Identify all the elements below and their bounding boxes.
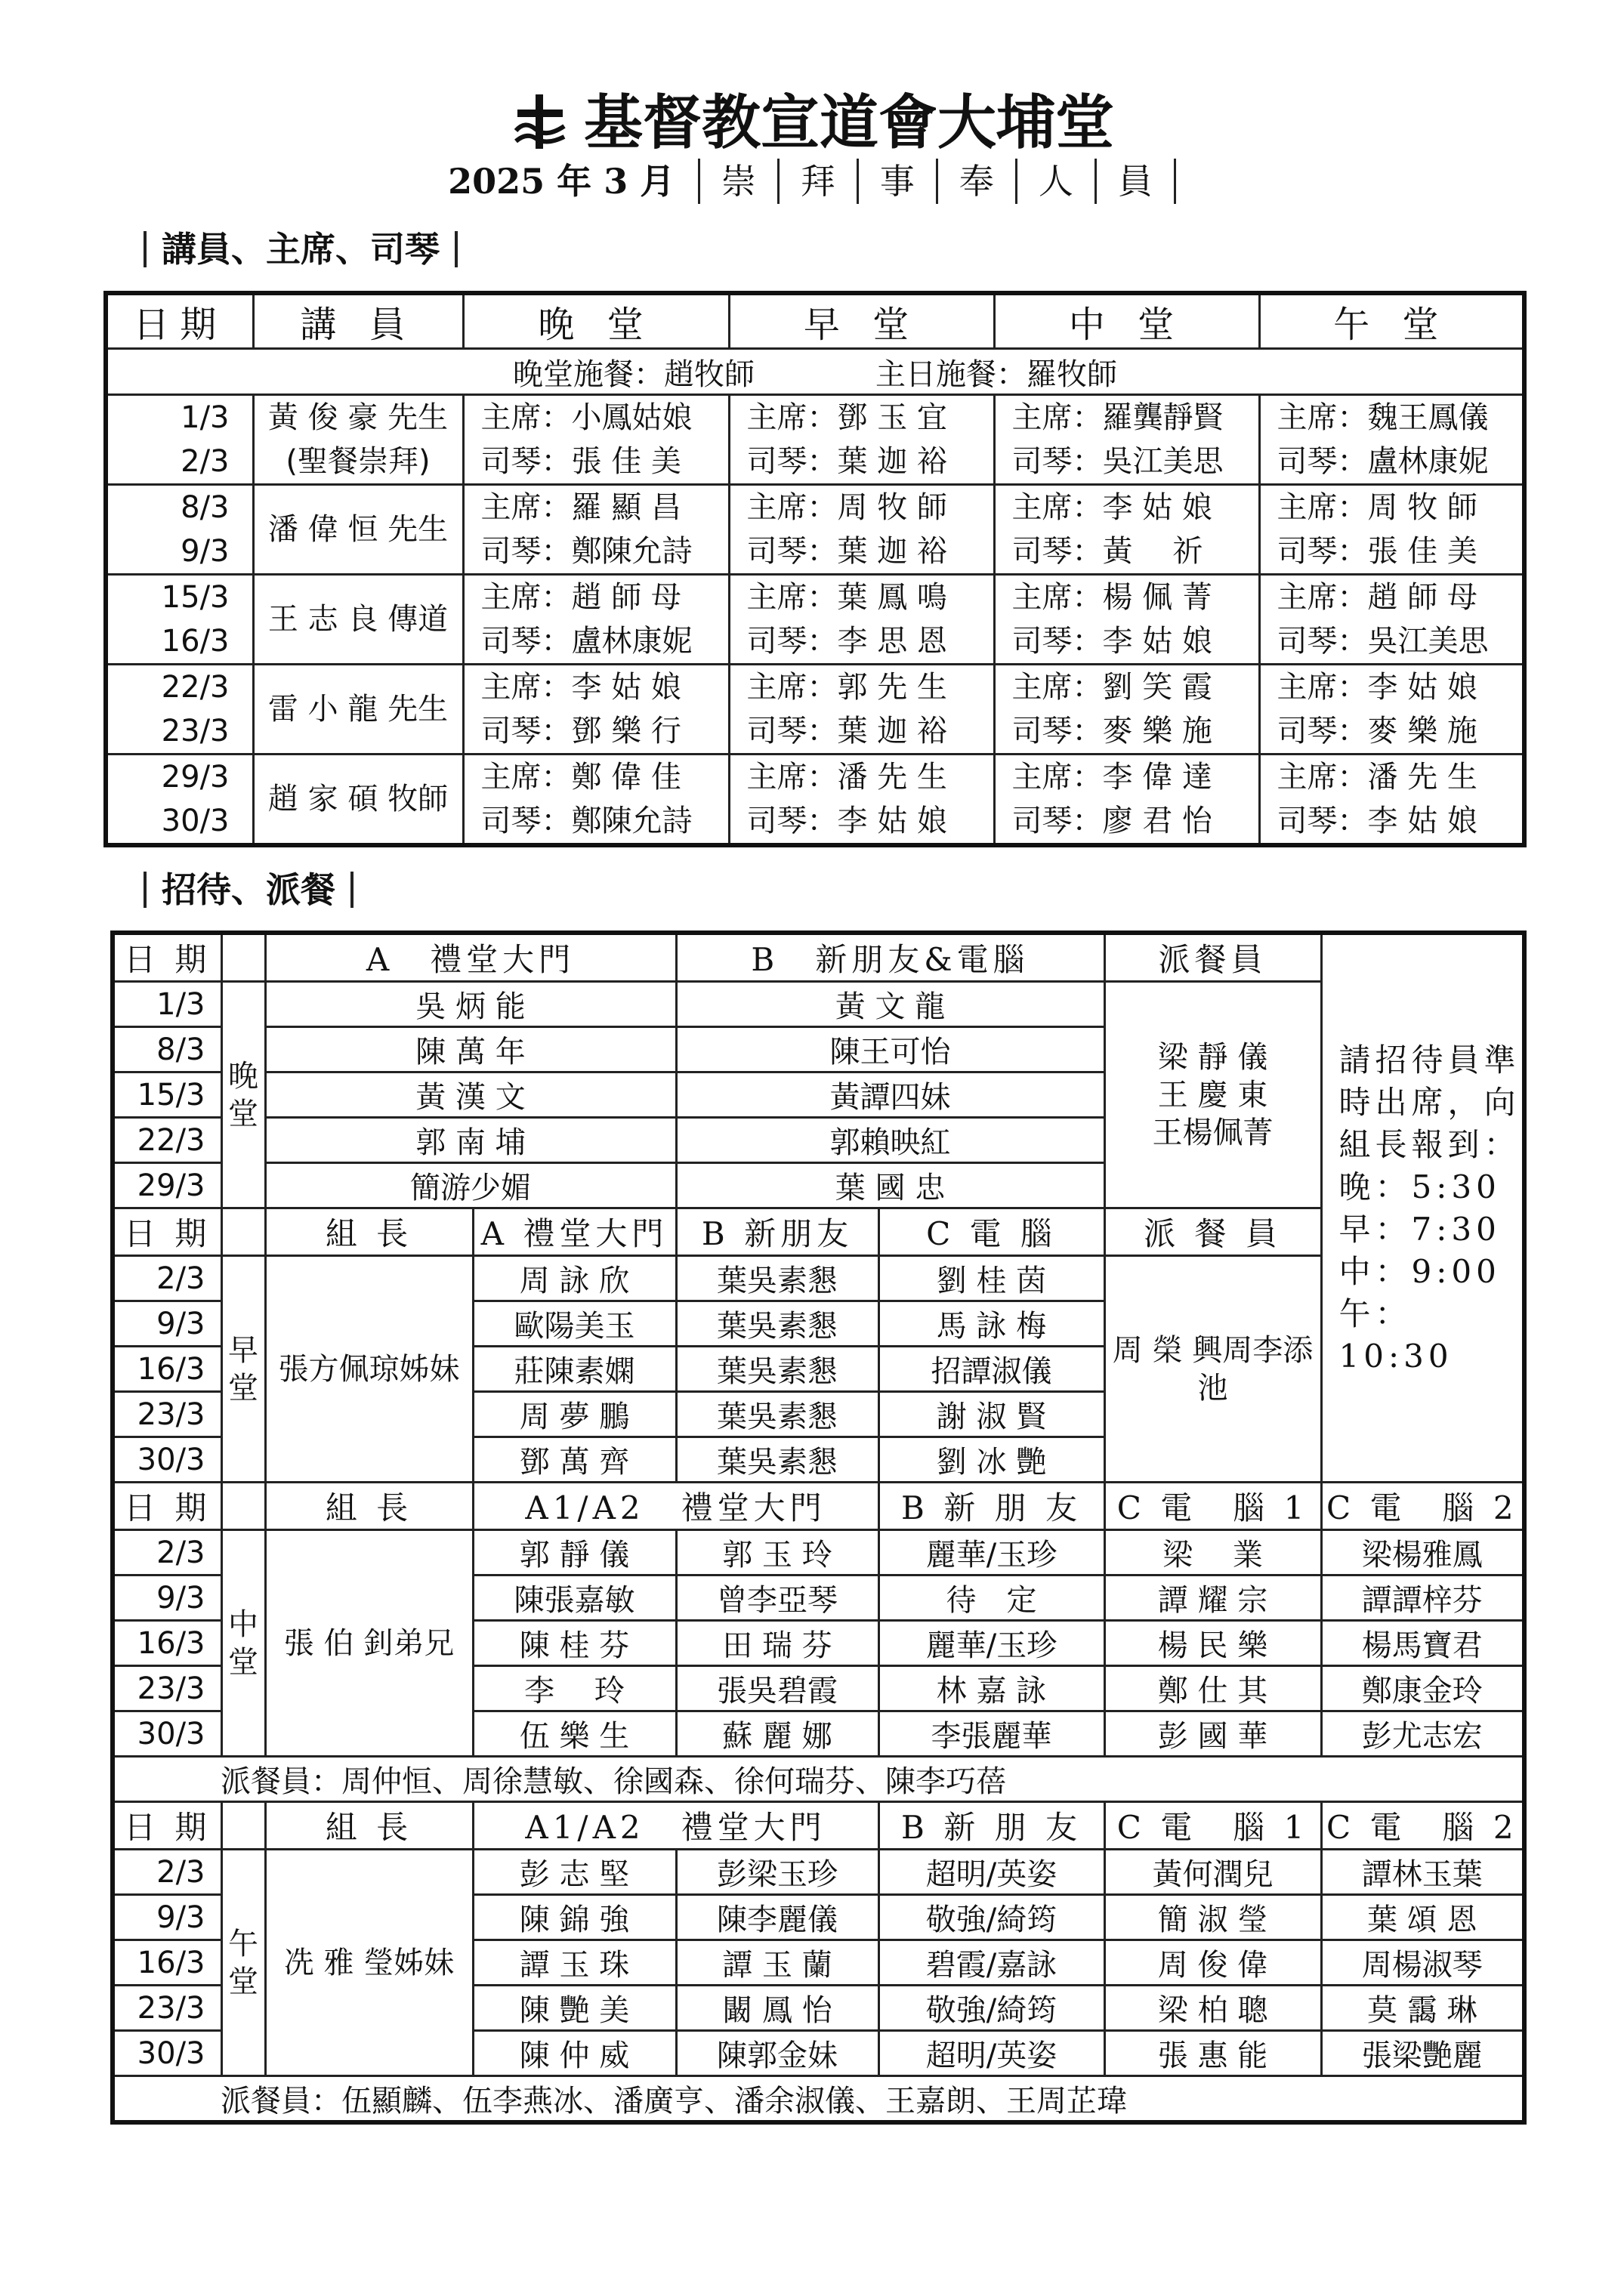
date-cell: 9/3: [113, 1895, 221, 1940]
date-cell: 30/3: [113, 1711, 221, 1757]
usher-c: 招譚淑儀: [878, 1347, 1104, 1392]
speaker-cell: [253, 395, 463, 485]
spacer-cell: [221, 933, 265, 982]
speakers-table: [103, 291, 1527, 847]
col-header: C 電 腦 1: [1104, 1483, 1321, 1530]
usher-a2: 陳李麗儀: [676, 1895, 878, 1940]
service-cell: [994, 395, 1259, 485]
date-cell: [106, 575, 253, 665]
service-cell: [729, 755, 994, 846]
table-row: [106, 395, 1524, 485]
usher-c2: 張梁艷麗: [1321, 2031, 1524, 2076]
usher-a2: 闞 鳳 怡: [676, 1986, 878, 2031]
organist: 司琴：李 姑 娘: [746, 804, 947, 838]
date-cell: [106, 485, 253, 575]
date-cell: [106, 395, 253, 485]
usher-a1: 彭 志 堅: [473, 1850, 676, 1895]
service-cell: [1259, 395, 1524, 485]
service-label: 中堂: [221, 1530, 265, 1757]
table-row: [113, 1530, 1524, 1575]
usher-c1: 楊 民 樂: [1104, 1621, 1321, 1666]
organist: 司琴：張 佳 美: [1277, 534, 1477, 569]
organist: 司琴：葉 迦 裕: [746, 444, 947, 479]
chairperson: 主席：楊 佩 菁: [1011, 580, 1212, 615]
col-header: 組 長: [265, 1802, 473, 1850]
meal-servers: 周 榮 興周李添池: [1104, 1256, 1321, 1483]
chairperson: 主席：劉 笑 霞: [1011, 670, 1212, 705]
date-cell: 16/3: [113, 1347, 221, 1392]
divider: [144, 872, 147, 908]
chairperson: 主席：潘 先 生: [746, 760, 947, 795]
col-header: 日 期: [113, 1483, 221, 1530]
speaker-name: 趙 家 碩 牧師: [267, 782, 449, 816]
speaker-cell: [253, 575, 463, 665]
ushers-table: [110, 930, 1527, 2125]
chairperson: 主席：鄧 玉 宜: [746, 400, 947, 435]
organist: 司琴：盧林康妮: [480, 624, 693, 659]
col-header: B 新朋友: [676, 1208, 878, 1256]
table-row: [113, 1483, 1524, 1530]
usher-a1: 陳 艷 美: [473, 1986, 676, 2031]
speaker-name: (聖餐崇拜): [286, 444, 431, 479]
col-header: A 禮堂大門: [473, 1208, 676, 1256]
usher-a: 周 夢 鵬: [473, 1392, 676, 1437]
col-header: 派餐員: [1104, 933, 1321, 982]
usher-c2: 葉 頌 恩: [1321, 1895, 1524, 1940]
date: 8/3: [181, 490, 230, 525]
chairperson: 主席：李 偉 達: [1011, 760, 1212, 795]
col-header: B 新 朋 友: [878, 1802, 1104, 1850]
chairperson: 主席：鄭 偉 佳: [480, 760, 681, 795]
usher-a: 黃 漢 文: [265, 1072, 676, 1118]
date: 1/3: [181, 400, 230, 435]
table-header-row: [106, 293, 1524, 349]
chairperson: 主席：郭 先 生: [746, 670, 947, 705]
year-month: 2025 年 3 月: [448, 161, 675, 202]
organist: 司琴：李 思 恩: [746, 624, 947, 659]
col-header: 日 期: [113, 1208, 221, 1256]
usher-c2: 譚譚梓芬: [1321, 1575, 1524, 1621]
usher-b: 碧霞/嘉詠: [878, 1940, 1104, 1986]
chairperson: 主席：趙 師 母: [1277, 580, 1477, 615]
page-title: [0, 89, 1624, 157]
speaker-cell: [253, 485, 463, 575]
usher-c2: 周楊淑琴: [1321, 1940, 1524, 1986]
meal-servers-line: 派餐員：周仲恒、周徐慧敏、徐國森、徐何瑞芬、陳李巧蓓: [113, 1757, 1524, 1802]
server-name: 王楊佩菁: [1152, 1115, 1274, 1150]
subtitle-char: 事: [857, 159, 936, 204]
server-name: 王 慶 東: [1157, 1077, 1268, 1113]
organist: 司琴：葉 迦 裕: [746, 714, 947, 748]
date-cell: 29/3: [113, 1163, 221, 1208]
usher-b: 待 定: [878, 1575, 1104, 1621]
col-header: B 新 朋 友: [878, 1483, 1104, 1530]
col-header: 組 長: [265, 1483, 473, 1530]
usher-c1: 簡 淑 瑩: [1104, 1895, 1321, 1940]
usher-a2: 曾李亞琴: [676, 1575, 878, 1621]
usher-c1: 譚 耀 宗: [1104, 1575, 1321, 1621]
service-cell: [729, 665, 994, 755]
service-cell: [463, 665, 729, 755]
usher-b: 敬強/綺筠: [878, 1895, 1104, 1940]
table-row: [113, 982, 1524, 1027]
date: 16/3: [161, 624, 230, 659]
date-cell: [106, 755, 253, 846]
usher-a: 歐陽美玉: [473, 1301, 676, 1347]
col-header: 晚 堂: [463, 293, 729, 349]
table-row: [106, 485, 1524, 575]
service-cell: [994, 575, 1259, 665]
usher-a1: 陳 桂 芬: [473, 1621, 676, 1666]
meal-servers-line: 派餐員：伍顯麟、伍李燕冰、潘廣亨、潘余淑儀、王嘉朗、王周芷瑋: [113, 2076, 1524, 2123]
col-header: 日期: [106, 293, 253, 349]
chairperson: 主席：羅龔靜賢: [1011, 400, 1224, 435]
chairperson: 主席：周 牧 師: [1277, 490, 1477, 525]
usher-c1: 梁 柏 聰: [1104, 1986, 1321, 2031]
usher-a: 吳 炳 能: [265, 982, 676, 1027]
divider: [350, 872, 354, 908]
speaker-name: 王 志 良 傳道: [267, 602, 449, 637]
date-cell: 2/3: [113, 1530, 221, 1575]
service-cell: [729, 485, 994, 575]
date: 22/3: [161, 670, 230, 705]
date-cell: 23/3: [113, 1666, 221, 1711]
col-header: C 電 腦 1: [1104, 1802, 1321, 1850]
usher-c2: 梁楊雅鳳: [1321, 1530, 1524, 1575]
usher-c2: 楊馬寶君: [1321, 1621, 1524, 1666]
speaker-name: 黃 俊 豪 先生: [267, 400, 449, 435]
organist: 司琴：李 姑 娘: [1277, 804, 1477, 838]
usher-a: 周 詠 欣: [473, 1256, 676, 1301]
usher-b: 葉吳素懇: [676, 1392, 878, 1437]
service-cell: [463, 755, 729, 846]
date-cell: 1/3: [113, 982, 221, 1027]
date-cell: 30/3: [113, 2031, 221, 2076]
col-header: A 禮堂大門: [265, 933, 676, 982]
chairperson: 主席：羅 顯 昌: [480, 490, 681, 525]
chairperson: 主席：李 姑 娘: [1277, 670, 1477, 705]
table-row: [106, 755, 1524, 846]
usher-a2: 田 瑞 芬: [676, 1621, 878, 1666]
usher-b: 陳王可怡: [676, 1027, 1104, 1072]
usher-b: 葉吳素懇: [676, 1437, 878, 1483]
usher-a1: 陳 仲 威: [473, 2031, 676, 2076]
usher-b: 林 嘉 詠: [878, 1666, 1104, 1711]
col-header: 日 期: [113, 933, 221, 982]
col-header: 講 員: [253, 293, 463, 349]
service-cell: [729, 575, 994, 665]
subtitle-char: 奉: [936, 159, 1015, 204]
usher-a2: 張吳碧霞: [676, 1666, 878, 1711]
service-label: 晚堂: [221, 982, 265, 1208]
col-header: C 電 腦 2: [1321, 1483, 1524, 1530]
table-row: [113, 2076, 1524, 2123]
section-title: 講員、主席、司琴: [162, 229, 440, 270]
usher-a: 簡游少媚: [265, 1163, 676, 1208]
section-heading-ushers: [128, 867, 369, 912]
chairperson: 主席：魏王鳳儀: [1277, 400, 1489, 435]
section-heading-speakers: [128, 227, 473, 272]
service-cell: [463, 485, 729, 575]
table-row: [113, 933, 1524, 982]
page-subtitle: [0, 159, 1624, 204]
chairperson: 主席：小鳳姑娘: [480, 400, 693, 435]
date: 2/3: [181, 444, 230, 479]
usher-b: 郭賴映紅: [676, 1118, 1104, 1163]
usher-a1: 李 玲: [473, 1666, 676, 1711]
date-cell: 8/3: [113, 1027, 221, 1072]
date-cell: 23/3: [113, 1392, 221, 1437]
service-label: 早堂: [221, 1256, 265, 1483]
usher-b: 葉吳素懇: [676, 1256, 878, 1301]
date-cell: 16/3: [113, 1621, 221, 1666]
usher-c1: 張 惠 能: [1104, 2031, 1321, 2076]
usher-b: 敬強/綺筠: [878, 1986, 1104, 2031]
organist: 司琴：吳江美思: [1011, 444, 1224, 479]
organist: 司琴：廖 君 怡: [1011, 804, 1212, 838]
date: 15/3: [161, 580, 230, 615]
usher-c2: 鄭康金玲: [1321, 1666, 1524, 1711]
col-header: 中 堂: [994, 293, 1259, 349]
col-header: 日 期: [113, 1802, 221, 1850]
church-logo-icon: [510, 91, 570, 152]
usher-c: 劉 冰 艷: [878, 1437, 1104, 1483]
usher-a1: 郭 靜 儀: [473, 1530, 676, 1575]
col-header: C 電 腦: [878, 1208, 1104, 1256]
date-cell: 2/3: [113, 1850, 221, 1895]
usher-c: 馬 詠 梅: [878, 1301, 1104, 1347]
date: 9/3: [181, 534, 230, 569]
date-cell: 9/3: [113, 1575, 221, 1621]
organist: 司琴：李 姑 娘: [1011, 624, 1212, 659]
date: 23/3: [161, 714, 230, 748]
organist: 司琴：鄭陳允詩: [480, 804, 693, 838]
service-cell: [994, 485, 1259, 575]
usher-b: 超明/英姿: [878, 1850, 1104, 1895]
usher-a1: 陳張嘉敏: [473, 1575, 676, 1621]
service-cell: [463, 575, 729, 665]
speaker-name: 潘 偉 恒 先生: [267, 512, 449, 547]
col-header: C 電 腦 2: [1321, 1802, 1524, 1850]
spacer-cell: [221, 1483, 265, 1530]
subtitle-char: 崇: [698, 159, 777, 204]
usher-a: 郭 南 埔: [265, 1118, 676, 1163]
organist: 司琴：鄧 樂 行: [480, 714, 681, 748]
date-cell: [106, 665, 253, 755]
date-cell: 30/3: [113, 1437, 221, 1483]
col-header: 早 堂: [729, 293, 994, 349]
usher-b: 葉吳素懇: [676, 1301, 878, 1347]
usher-b: 麗華/玉珍: [878, 1530, 1104, 1575]
usher-a2: 蘇 麗 娜: [676, 1711, 878, 1757]
table-row: [113, 1208, 1524, 1256]
col-header: B 新朋友&電腦: [676, 933, 1104, 982]
subtitle-char: 人: [1015, 159, 1095, 204]
col-header: 午 堂: [1259, 293, 1524, 349]
usher-b: 超明/英姿: [878, 2031, 1104, 2076]
table-row: [113, 1802, 1524, 1850]
chairperson: 主席：潘 先 生: [1277, 760, 1477, 795]
date-cell: 9/3: [113, 1301, 221, 1347]
organist: 司琴：葉 迦 裕: [746, 534, 947, 569]
group-leader: 張方佩琼姊妹: [265, 1256, 473, 1483]
usher-a: 鄧 萬 齊: [473, 1437, 676, 1483]
organist: 司琴：黃 祈: [1011, 534, 1203, 569]
col-header: 組 長: [265, 1208, 473, 1256]
service-cell: [994, 665, 1259, 755]
subtitle-char: 拜: [777, 159, 857, 204]
service-label: 午堂: [221, 1850, 265, 2076]
usher-b: 黃 文 龍: [676, 982, 1104, 1027]
col-header: 派 餐 員: [1104, 1208, 1321, 1256]
usher-a: 莊陳素嫻: [473, 1347, 676, 1392]
usher-a2: 郭 玉 玲: [676, 1530, 878, 1575]
usher-a2: 陳郭金妹: [676, 2031, 878, 2076]
usher-c: 劉 桂 茵: [878, 1256, 1104, 1301]
table-row: [113, 1757, 1524, 1802]
usher-instructions: 請招待員準時出席，向組長報到：晚：5:30早：7:30中：9:00午：10:30: [1321, 933, 1524, 1483]
meal-servers: [1104, 982, 1321, 1208]
organist: 司琴：張 佳 美: [480, 444, 681, 479]
usher-c2: 譚林玉葉: [1321, 1850, 1524, 1895]
subtitle-char: 員: [1095, 159, 1176, 204]
usher-c1: 彭 國 華: [1104, 1711, 1321, 1757]
server-name: 梁 靜 儀: [1157, 1039, 1268, 1075]
date-cell: 2/3: [113, 1256, 221, 1301]
service-cell: [1259, 575, 1524, 665]
usher-b: 葉 國 忠: [676, 1163, 1104, 1208]
table-row: [106, 665, 1524, 755]
usher-a2: 彭梁玉珍: [676, 1850, 878, 1895]
usher-a1: 陳 錦 強: [473, 1895, 676, 1940]
usher-c1: 周 俊 偉: [1104, 1940, 1321, 1986]
speaker-name: 雷 小 龍 先生: [267, 692, 449, 727]
usher-c1: 梁 業: [1104, 1530, 1321, 1575]
spacer-cell: [221, 1208, 265, 1256]
usher-a2: 譚 玉 蘭: [676, 1940, 878, 1986]
usher-b: 葉吳素懇: [676, 1347, 878, 1392]
service-cell: [1259, 755, 1524, 846]
usher-b: 李張麗華: [878, 1711, 1104, 1757]
date-cell: 23/3: [113, 1986, 221, 2031]
usher-b: 麗華/玉珍: [878, 1621, 1104, 1666]
section-title: 招待、派餐: [162, 869, 335, 910]
service-cell: [463, 395, 729, 485]
usher-c1: 鄭 仕 其: [1104, 1666, 1321, 1711]
date: 30/3: [161, 804, 230, 838]
organist: 司琴：麥 樂 施: [1011, 714, 1212, 748]
table-row: [113, 1850, 1524, 1895]
usher-b: 黃譚四妹: [676, 1072, 1104, 1118]
spacer-cell: [221, 1802, 265, 1850]
chairperson: 主席：趙 師 母: [480, 580, 681, 615]
organist: 司琴：鄭陳允詩: [480, 534, 693, 569]
group-leader: 張 伯 釗弟兄: [265, 1530, 473, 1757]
meal-note: 晚堂施餐：趙牧師 主日施餐：羅牧師: [106, 349, 1524, 395]
chairperson: 主席：李 姑 娘: [480, 670, 681, 705]
usher-a1: 譚 玉 珠: [473, 1940, 676, 1986]
col-header: A1/A2 禮堂大門: [473, 1802, 878, 1850]
usher-c: 謝 淑 賢: [878, 1392, 1104, 1437]
usher-c2: 莫 靄 琳: [1321, 1986, 1524, 2031]
date: 29/3: [161, 760, 230, 795]
table-row: [113, 1256, 1524, 1301]
table-row: [106, 575, 1524, 665]
date-cell: 22/3: [113, 1118, 221, 1163]
service-cell: [1259, 485, 1524, 575]
chairperson: 主席：周 牧 師: [746, 490, 947, 525]
church-name: 基督教宣道會大埔堂: [583, 88, 1114, 157]
speaker-cell: [253, 665, 463, 755]
divider: [455, 231, 458, 267]
service-cell: [1259, 665, 1524, 755]
organist: 司琴：盧林康妮: [1277, 444, 1489, 479]
chairperson: 主席：葉 鳳 鳴: [746, 580, 947, 615]
speaker-cell: [253, 755, 463, 846]
date-cell: 16/3: [113, 1940, 221, 1986]
organist: 司琴：麥 樂 施: [1277, 714, 1477, 748]
date-cell: 15/3: [113, 1072, 221, 1118]
service-cell: [729, 395, 994, 485]
service-cell: [994, 755, 1259, 846]
divider: [144, 231, 147, 267]
col-header: A1/A2 禮堂大門: [473, 1483, 878, 1530]
usher-a: 陳 萬 年: [265, 1027, 676, 1072]
chairperson: 主席：李 姑 娘: [1011, 490, 1212, 525]
usher-c1: 黃何潤兒: [1104, 1850, 1321, 1895]
usher-a1: 伍 樂 生: [473, 1711, 676, 1757]
usher-c2: 彭尤志宏: [1321, 1711, 1524, 1757]
group-leader: 冼 雅 瑩姊妹: [265, 1850, 473, 2076]
organist: 司琴：吳江美思: [1277, 624, 1489, 659]
